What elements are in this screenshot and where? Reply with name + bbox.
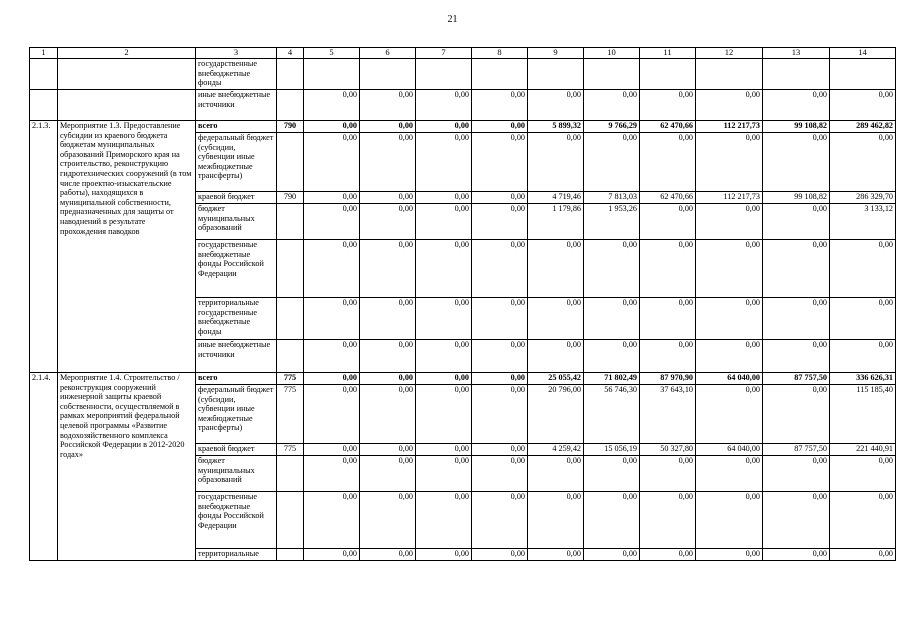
code-cell bbox=[277, 456, 304, 492]
value-cell: 289 462,82 bbox=[830, 121, 896, 133]
value-cell: 0,00 bbox=[304, 456, 360, 492]
value-cell: 0,00 bbox=[416, 90, 472, 121]
value-cell: 0,00 bbox=[472, 133, 528, 192]
code-cell bbox=[277, 59, 304, 90]
value-cell: 0,00 bbox=[472, 373, 528, 385]
value-cell: 0,00 bbox=[304, 444, 360, 456]
value-cell: 0,00 bbox=[360, 192, 416, 204]
value-cell: 1 179,86 bbox=[528, 204, 584, 240]
value-cell: 0,00 bbox=[472, 444, 528, 456]
value-cell: 0,00 bbox=[304, 133, 360, 192]
value-cell: 0,00 bbox=[696, 90, 763, 121]
header-cell: 13 bbox=[763, 48, 830, 59]
value-cell: 0,00 bbox=[763, 133, 830, 192]
value-cell: 0,00 bbox=[304, 121, 360, 133]
value-cell: 0,00 bbox=[763, 340, 830, 373]
value-cell bbox=[416, 59, 472, 90]
value-cell: 336 626,31 bbox=[830, 373, 896, 385]
value-cell: 0,00 bbox=[584, 133, 640, 192]
value-cell: 0,00 bbox=[416, 133, 472, 192]
code-cell bbox=[277, 90, 304, 121]
value-cell: 0,00 bbox=[528, 240, 584, 298]
value-cell: 0,00 bbox=[584, 340, 640, 373]
value-cell: 0,00 bbox=[304, 340, 360, 373]
table-row bbox=[30, 121, 896, 133]
value-cell: 71 802,49 bbox=[584, 373, 640, 385]
value-cell: 0,00 bbox=[304, 549, 360, 561]
code-cell: 790 bbox=[277, 121, 304, 133]
value-cell: 62 470,66 bbox=[640, 192, 696, 204]
page-number: 21 bbox=[447, 14, 458, 25]
event-number-cell bbox=[30, 59, 58, 90]
value-cell: 15 056,19 bbox=[584, 444, 640, 456]
value-cell: 0,00 bbox=[304, 192, 360, 204]
header-cell: 8 bbox=[472, 48, 528, 59]
funding-source-cell: государственные внебюджетные фонды Российской Федерации bbox=[196, 492, 277, 549]
value-cell: 0,00 bbox=[416, 444, 472, 456]
value-cell bbox=[528, 59, 584, 90]
value-cell: 0,00 bbox=[696, 204, 763, 240]
value-cell: 0,00 bbox=[763, 298, 830, 340]
header-cell: 5 bbox=[304, 48, 360, 59]
event-name-cell bbox=[58, 90, 196, 121]
value-cell: 0,00 bbox=[360, 340, 416, 373]
value-cell: 0,00 bbox=[304, 204, 360, 240]
value-cell: 0,00 bbox=[830, 298, 896, 340]
funding-source-cell: бюджет муниципальных образований bbox=[196, 204, 277, 240]
value-cell: 0,00 bbox=[640, 204, 696, 240]
header-cell: 12 bbox=[696, 48, 763, 59]
funding-source-cell: всего bbox=[196, 121, 277, 133]
funding-source-cell: территориальные государственные внебюджетные фонды bbox=[196, 298, 277, 340]
value-cell: 87 757,50 bbox=[763, 373, 830, 385]
value-cell: 0,00 bbox=[830, 90, 896, 121]
value-cell: 0,00 bbox=[416, 240, 472, 298]
code-cell bbox=[277, 340, 304, 373]
value-cell: 0,00 bbox=[472, 90, 528, 121]
header-row bbox=[30, 48, 896, 59]
value-cell: 37 643,10 bbox=[640, 385, 696, 444]
value-cell: 0,00 bbox=[472, 192, 528, 204]
code-cell: 775 bbox=[277, 373, 304, 385]
value-cell: 0,00 bbox=[830, 492, 896, 549]
value-cell: 0,00 bbox=[528, 133, 584, 192]
value-cell: 7 813,03 bbox=[584, 192, 640, 204]
value-cell: 0,00 bbox=[416, 385, 472, 444]
value-cell: 0,00 bbox=[584, 456, 640, 492]
value-cell: 0,00 bbox=[360, 240, 416, 298]
value-cell: 0,00 bbox=[640, 133, 696, 192]
funding-source-cell: бюджет муниципальных образований bbox=[196, 456, 277, 492]
value-cell: 0,00 bbox=[830, 456, 896, 492]
value-cell: 0,00 bbox=[472, 204, 528, 240]
value-cell: 0,00 bbox=[360, 492, 416, 549]
value-cell: 64 040,00 bbox=[696, 373, 763, 385]
value-cell: 0,00 bbox=[584, 90, 640, 121]
value-cell: 0,00 bbox=[640, 240, 696, 298]
table-row bbox=[30, 90, 896, 121]
value-cell: 115 185,40 bbox=[830, 385, 896, 444]
header-cell: 9 bbox=[528, 48, 584, 59]
code-cell bbox=[277, 133, 304, 192]
value-cell: 0,00 bbox=[763, 456, 830, 492]
header-cell: 1 bbox=[30, 48, 58, 59]
value-cell: 0,00 bbox=[472, 549, 528, 561]
value-cell: 1 953,26 bbox=[584, 204, 640, 240]
value-cell: 112 217,73 bbox=[696, 192, 763, 204]
value-cell bbox=[696, 59, 763, 90]
value-cell: 0,00 bbox=[696, 549, 763, 561]
value-cell: 0,00 bbox=[696, 133, 763, 192]
header-cell: 3 bbox=[196, 48, 277, 59]
value-cell: 0,00 bbox=[360, 444, 416, 456]
value-cell: 0,00 bbox=[472, 385, 528, 444]
value-cell bbox=[584, 59, 640, 90]
value-cell: 0,00 bbox=[360, 549, 416, 561]
value-cell: 0,00 bbox=[416, 456, 472, 492]
value-cell bbox=[360, 59, 416, 90]
header-cell: 2 bbox=[58, 48, 196, 59]
value-cell: 0,00 bbox=[584, 298, 640, 340]
value-cell: 0,00 bbox=[696, 385, 763, 444]
value-cell: 0,00 bbox=[304, 492, 360, 549]
header-cell: 7 bbox=[416, 48, 472, 59]
value-cell: 0,00 bbox=[360, 456, 416, 492]
value-cell: 0,00 bbox=[416, 340, 472, 373]
funding-source-cell: всего bbox=[196, 373, 277, 385]
value-cell: 0,00 bbox=[416, 204, 472, 240]
value-cell: 0,00 bbox=[304, 90, 360, 121]
table-row bbox=[30, 373, 896, 385]
header-cell: 10 bbox=[584, 48, 640, 59]
funding-source-cell: государственные внебюджетные фонды Российской Федерации bbox=[196, 240, 277, 298]
value-cell: 0,00 bbox=[472, 240, 528, 298]
value-cell: 0,00 bbox=[763, 240, 830, 298]
value-cell: 0,00 bbox=[584, 240, 640, 298]
header-cell: 14 bbox=[830, 48, 896, 59]
value-cell: 0,00 bbox=[304, 385, 360, 444]
value-cell: 0,00 bbox=[696, 492, 763, 549]
value-cell: 0,00 bbox=[640, 340, 696, 373]
value-cell: 0,00 bbox=[763, 90, 830, 121]
funding-source-cell: государственные внебюджетные фонды bbox=[196, 59, 277, 90]
value-cell: 25 055,42 bbox=[528, 373, 584, 385]
value-cell: 0,00 bbox=[472, 456, 528, 492]
code-cell bbox=[277, 204, 304, 240]
value-cell bbox=[304, 59, 360, 90]
value-cell: 0,00 bbox=[528, 90, 584, 121]
value-cell: 0,00 bbox=[830, 340, 896, 373]
code-cell: 790 bbox=[277, 192, 304, 204]
value-cell: 0,00 bbox=[472, 492, 528, 549]
value-cell: 0,00 bbox=[763, 549, 830, 561]
value-cell: 20 796,00 bbox=[528, 385, 584, 444]
value-cell: 56 746,30 bbox=[584, 385, 640, 444]
value-cell bbox=[763, 59, 830, 90]
value-cell: 0,00 bbox=[640, 456, 696, 492]
funding-source-cell: краевой бюджет bbox=[196, 444, 277, 456]
funding-source-cell: иные внебюджетные источники bbox=[196, 90, 277, 121]
value-cell: 0,00 bbox=[360, 204, 416, 240]
value-cell: 0,00 bbox=[528, 340, 584, 373]
event-name-cell bbox=[58, 59, 196, 90]
funding-source-cell: федеральный бюджет (субсидии, субвенции иные межбюджетные трансферты) bbox=[196, 385, 277, 444]
value-cell: 0,00 bbox=[763, 492, 830, 549]
code-cell bbox=[277, 298, 304, 340]
code-cell bbox=[277, 549, 304, 561]
value-cell: 0,00 bbox=[360, 373, 416, 385]
event-number: 2.1.3. bbox=[30, 121, 58, 373]
value-cell: 0,00 bbox=[763, 204, 830, 240]
value-cell: 286 329,70 bbox=[830, 192, 896, 204]
value-cell: 0,00 bbox=[584, 549, 640, 561]
value-cell: 5 899,32 bbox=[528, 121, 584, 133]
funding-source-cell: краевой бюджет bbox=[196, 192, 277, 204]
code-cell bbox=[277, 240, 304, 298]
value-cell: 3 133,12 bbox=[830, 204, 896, 240]
value-cell: 0,00 bbox=[304, 298, 360, 340]
value-cell: 0,00 bbox=[640, 492, 696, 549]
value-cell: 0,00 bbox=[528, 492, 584, 549]
value-cell: 0,00 bbox=[696, 456, 763, 492]
value-cell: 0,00 bbox=[696, 240, 763, 298]
value-cell: 0,00 bbox=[416, 373, 472, 385]
value-cell: 50 327,80 bbox=[640, 444, 696, 456]
funding-source-cell: иные внебюджетные источники bbox=[196, 340, 277, 373]
value-cell: 0,00 bbox=[584, 492, 640, 549]
code-cell: 775 bbox=[277, 385, 304, 444]
value-cell: 87 757,50 bbox=[763, 444, 830, 456]
value-cell: 0,00 bbox=[472, 340, 528, 373]
value-cell: 99 108,82 bbox=[763, 121, 830, 133]
value-cell: 0,00 bbox=[472, 121, 528, 133]
value-cell: 0,00 bbox=[304, 240, 360, 298]
header-cell: 11 bbox=[640, 48, 696, 59]
value-cell: 4 259,42 bbox=[528, 444, 584, 456]
event-name: Мероприятие 1.4. Строительство /реконструкция сооружений инженерной защиты краевой собственности, осуществляемой в рамках мероприятий федеральной целевой программы «Развитие водохозяйственного комплекса Российской Федерации в 2012-2020 годах» bbox=[58, 373, 196, 561]
value-cell: 0,00 bbox=[360, 90, 416, 121]
event-number: 2.1.4. bbox=[30, 373, 58, 561]
value-cell: 99 108,82 bbox=[763, 192, 830, 204]
value-cell: 0,00 bbox=[640, 549, 696, 561]
value-cell: 0,00 bbox=[360, 298, 416, 340]
funding-source-cell: федеральный бюджет (субсидии, субвенции иные межбюджетные трансферты) bbox=[196, 133, 277, 192]
value-cell: 0,00 bbox=[763, 385, 830, 444]
code-cell bbox=[277, 492, 304, 549]
value-cell: 0,00 bbox=[360, 121, 416, 133]
value-cell: 112 217,73 bbox=[696, 121, 763, 133]
value-cell: 0,00 bbox=[360, 133, 416, 192]
value-cell: 0,00 bbox=[528, 549, 584, 561]
value-cell: 0,00 bbox=[416, 298, 472, 340]
value-cell bbox=[640, 59, 696, 90]
funding-source-cell: территориальные bbox=[196, 549, 277, 561]
value-cell: 0,00 bbox=[640, 298, 696, 340]
value-cell: 221 440,91 bbox=[830, 444, 896, 456]
value-cell: 0,00 bbox=[830, 549, 896, 561]
value-cell: 0,00 bbox=[830, 240, 896, 298]
value-cell: 0,00 bbox=[696, 298, 763, 340]
value-cell bbox=[830, 59, 896, 90]
value-cell: 0,00 bbox=[416, 492, 472, 549]
value-cell: 0,00 bbox=[416, 121, 472, 133]
value-cell: 0,00 bbox=[696, 340, 763, 373]
value-cell: 64 040,00 bbox=[696, 444, 763, 456]
value-cell: 0,00 bbox=[360, 385, 416, 444]
value-cell: 0,00 bbox=[528, 456, 584, 492]
value-cell: 0,00 bbox=[640, 90, 696, 121]
value-cell: 62 470,66 bbox=[640, 121, 696, 133]
table-row bbox=[30, 59, 896, 90]
value-cell: 4 719,46 bbox=[528, 192, 584, 204]
value-cell: 0,00 bbox=[304, 373, 360, 385]
budget-table bbox=[29, 47, 896, 561]
code-cell: 775 bbox=[277, 444, 304, 456]
value-cell: 0,00 bbox=[416, 549, 472, 561]
header-cell: 4 bbox=[277, 48, 304, 59]
value-cell: 0,00 bbox=[528, 298, 584, 340]
value-cell: 87 970,90 bbox=[640, 373, 696, 385]
value-cell: 0,00 bbox=[416, 192, 472, 204]
event-name: Мероприятие 1.3. Предоставление субсидии из краевого бюджета бюджетам муниципальных образований Приморского края на строительство, реконструкцию гидротехнических сооружений (в том числе проектно-изыскательские работы), находящихся в муниципальной собственности, предназначенных для защиты от наводнений в результате прохождения паводков bbox=[58, 121, 196, 373]
header-cell: 6 bbox=[360, 48, 416, 59]
value-cell bbox=[472, 59, 528, 90]
value-cell: 0,00 bbox=[472, 298, 528, 340]
value-cell: 9 766,29 bbox=[584, 121, 640, 133]
event-number-cell bbox=[30, 90, 58, 121]
value-cell: 0,00 bbox=[830, 133, 896, 192]
